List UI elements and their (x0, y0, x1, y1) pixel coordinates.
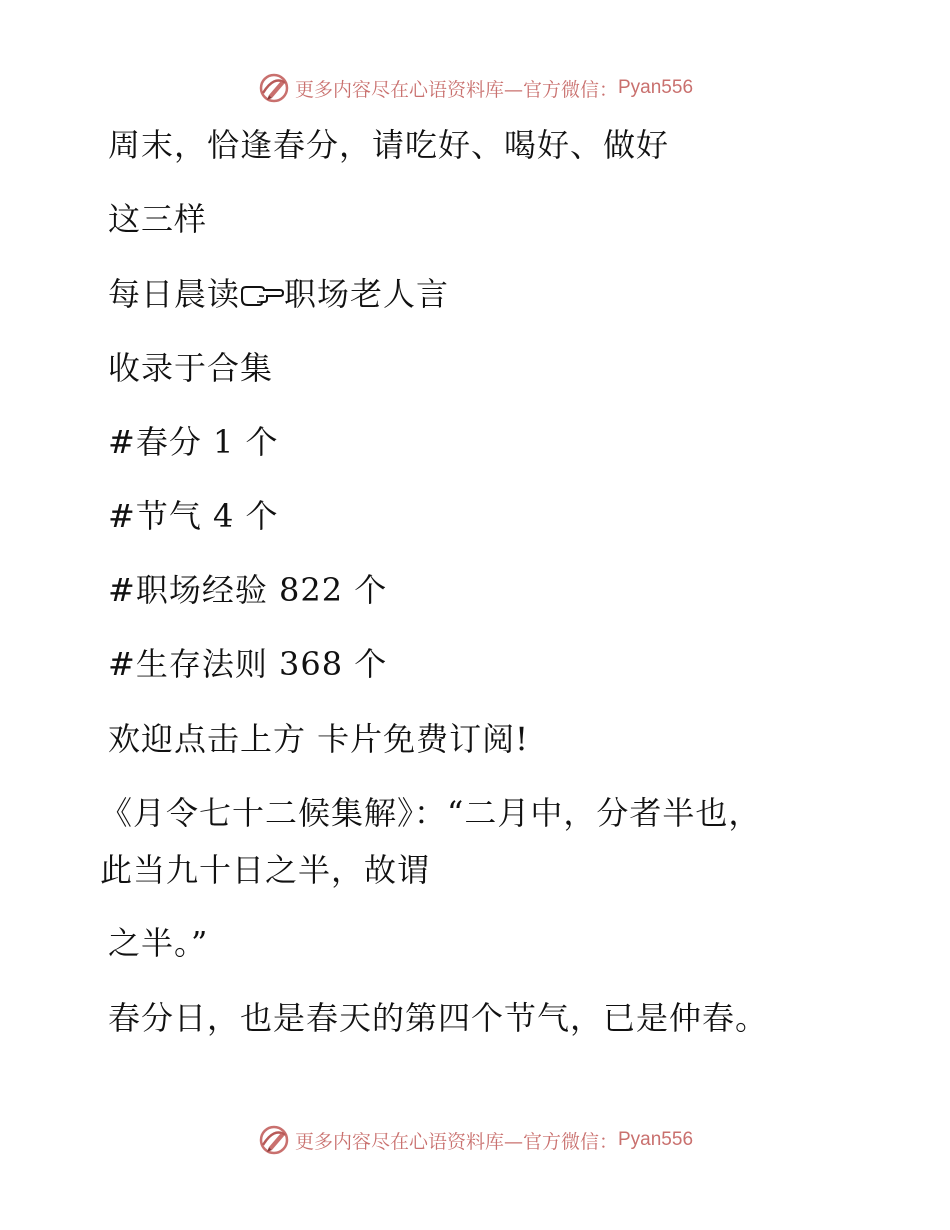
hashtag-jieqi: #节气 4 个 (108, 497, 279, 535)
watermark-site-text: 更多内容尽在心语资料库—官方微信： (294, 1130, 618, 1153)
watermark-site-text: 更多内容尽在心语资料库—官方微信： (294, 78, 618, 101)
morning-reading-label: 每日晨读 (108, 275, 241, 313)
text-line-1: 周末，恰逢春分，请吃好、喝好、做好 (108, 126, 670, 164)
workplace-elder-saying: 职场老人言 (284, 275, 450, 313)
footer-watermark (0, 1120, 950, 1160)
logo-icon (257, 1123, 291, 1157)
pointing-hand-icon (240, 281, 284, 309)
hashtag-survival-rules: #生存法则 368 个 (108, 645, 388, 683)
quote-line-1: 《月令七十二候集解》：“二月中，分者半也， (100, 794, 762, 832)
text-line-last: 春分日，也是春天的第四个节气，已是仲春。 (108, 999, 769, 1037)
header-watermark (0, 68, 950, 108)
logo-icon (257, 71, 291, 105)
quote-line-2: 此当九十日之半，故谓 (100, 851, 431, 889)
watermark-wechat-id: Pyan556 (618, 1129, 694, 1150)
hashtag-workplace-experience: #职场经验 822 个 (108, 571, 388, 609)
text-line-4: 收录于合集 (108, 349, 274, 387)
hashtag-chunfen: #春分 1 个 (108, 423, 279, 461)
text-line-3 (108, 274, 449, 314)
subscribe-prompt: 欢迎点击上方 卡片免费订阅! (108, 720, 530, 758)
watermark-wechat-id: Pyan556 (618, 77, 694, 98)
text-line-2: 这三样 (108, 200, 208, 238)
quote-line-3: 之半。” (108, 924, 209, 962)
